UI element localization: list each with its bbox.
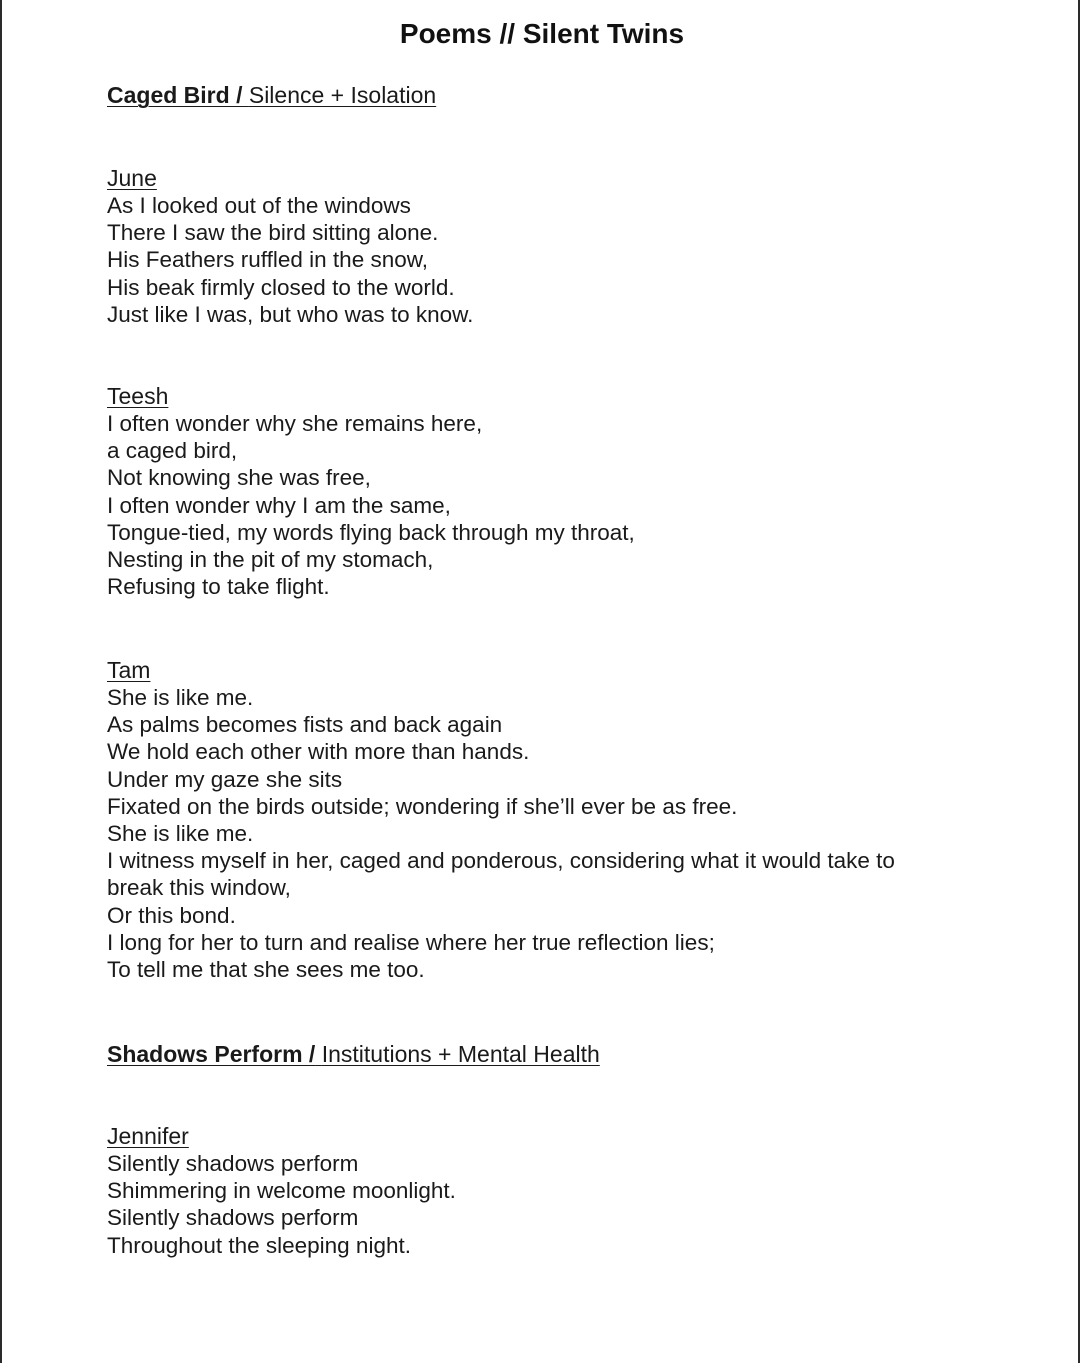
poem-line: I long for her to turn and realise where her true reflection lies;: [107, 929, 715, 955]
poem-line: I witness myself in her, caged and ponderous, considering what it would take to: [107, 848, 895, 874]
poem-line: Throughout the sleeping night.: [107, 1232, 411, 1258]
section-theme: Institutions + Mental Health: [321, 1041, 600, 1067]
poem-line: Tongue-tied, my words flying back through my throat,: [107, 519, 635, 545]
section-heading-shadows-perform: [107, 1040, 1007, 1068]
poem-line: Fixated on the birds outside; wondering if she’ll ever be as free.: [107, 793, 738, 819]
poem-line: As I looked out of the windows: [107, 193, 411, 218]
poem-line: There I saw the bird sitting alone.: [107, 220, 439, 246]
poem-line: Nesting in the pit of my stomach,: [107, 547, 434, 573]
poem-line: She is like me.: [107, 821, 254, 847]
poem-line: I often wonder why she remains here,: [107, 411, 483, 436]
poem-line: To tell me that she sees me too.: [107, 957, 425, 983]
poem-line: His Feathers ruffled in the snow,: [107, 247, 428, 273]
poem-line: We hold each other with more than hands.: [107, 739, 530, 765]
document-title: Poems // Silent Twins: [399, 18, 685, 49]
section-title: Caged Bird /: [107, 82, 243, 108]
poem-line: I often wonder why I am the same,: [107, 492, 451, 518]
section-heading-caged-bird: [107, 81, 1007, 109]
section-title: Shadows Perform /: [107, 1041, 316, 1067]
poem-line: a caged bird,: [107, 438, 238, 464]
section-theme: Silence + Isolation: [248, 82, 437, 108]
poem-line: As palms becomes fists and back again: [107, 712, 503, 738]
poem-jennifer: [107, 1123, 1007, 1259]
poem-line: She is like me.: [107, 685, 254, 710]
poem-author: Tam: [107, 657, 151, 683]
poem-teesh: [107, 383, 1007, 600]
poem-line: Not knowing she was free,: [107, 465, 371, 491]
poem-tam: [107, 657, 1007, 983]
poem-line: Just like I was, but who was to know.: [107, 301, 474, 327]
poem-line: Shimmering in welcome moonlight.: [107, 1178, 456, 1204]
poem-line: Or this bond.: [107, 902, 236, 928]
poem-line: Silently shadows perform: [107, 1205, 359, 1231]
poem-line: Under my gaze she sits: [107, 766, 343, 792]
poem-author: Teesh: [107, 383, 169, 409]
poem-line: break this window,: [107, 875, 291, 901]
poem-author: June: [107, 165, 157, 191]
poem-june: [107, 165, 1007, 328]
poem-line: Silently shadows perform: [107, 1151, 359, 1176]
poem-line: His beak firmly closed to the world.: [107, 274, 455, 300]
poem-author: Jennifer: [107, 1123, 189, 1149]
poem-line: Refusing to take flight.: [107, 574, 330, 600]
